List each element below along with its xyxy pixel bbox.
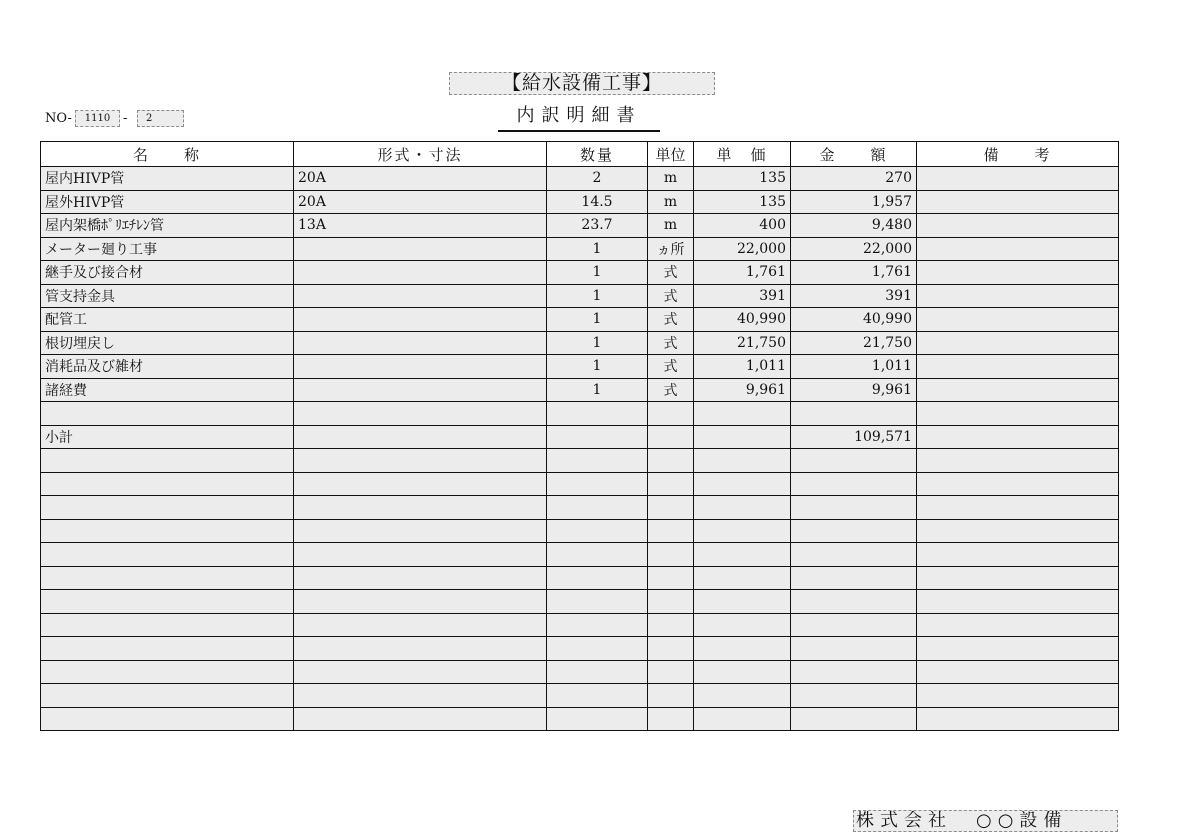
cell-name [41,496,294,520]
cell-spec [294,566,547,590]
cell-amount: 9,961 [791,378,917,402]
cell-spec [294,543,547,567]
column-header-spec: 形式・寸法 [294,142,547,167]
cell-name: 継手及び接合材 [41,261,294,285]
cell-name: 屋内架橋ﾎﾟﾘｴﾁﾚﾝ管 [41,214,294,238]
cell-remarks [917,308,1119,332]
cell-spec [294,378,547,402]
cell-spec [294,425,547,449]
cell-spec [294,261,547,285]
table-row [41,660,1119,684]
column-header-remarks: 備 考 [917,142,1119,167]
cell-spec [294,331,547,355]
cell-remarks [917,284,1119,308]
cell-unit: ヵ所 [648,237,694,261]
cell-spec [294,402,547,426]
cell-quantity: 2 [547,167,648,191]
cell-unit-price: 21,750 [694,331,791,355]
cell-remarks [917,167,1119,191]
detail-table [40,141,1119,731]
cell-name [41,637,294,661]
document-number-main: 1110 [75,110,120,127]
cell-unit: 式 [648,308,694,332]
table-row [41,402,1119,426]
cell-remarks [917,613,1119,637]
cell-quantity: 14.5 [547,190,648,214]
cell-unit [648,449,694,473]
cell-unit: 式 [648,261,694,285]
cell-unit-price: 22,000 [694,237,791,261]
cell-quantity [547,613,648,637]
cell-spec [294,637,547,661]
cell-amount: 21,750 [791,331,917,355]
cell-name: メーター廻り工事 [41,237,294,261]
cell-name [41,684,294,708]
cell-remarks [917,496,1119,520]
cell-amount [791,590,917,614]
table-row [41,637,1119,661]
cell-remarks [917,190,1119,214]
cell-remarks [917,472,1119,496]
cell-unit-price [694,590,791,614]
cell-quantity [547,449,648,473]
cell-unit-price: 135 [694,190,791,214]
table-row [41,613,1119,637]
table-row [41,284,1119,308]
cell-name [41,402,294,426]
cell-amount [791,660,917,684]
cell-amount [791,566,917,590]
cell-spec [294,355,547,379]
cell-spec [294,613,547,637]
cell-name: 屋内HIVP管 [41,167,294,191]
cell-unit [648,402,694,426]
cell-remarks [917,637,1119,661]
cell-quantity [547,496,648,520]
table-row [41,261,1119,285]
cell-name: 根切埋戻し [41,331,294,355]
cell-unit [648,425,694,449]
cell-remarks [917,684,1119,708]
cell-amount [791,449,917,473]
table-body [41,167,1119,731]
cell-unit-price [694,519,791,543]
cell-unit [648,566,694,590]
cell-quantity [547,684,648,708]
cell-unit-price: 391 [694,284,791,308]
cell-unit-price: 1,011 [694,355,791,379]
column-header-unit: 単位 [648,142,694,167]
cell-unit [648,613,694,637]
cell-quantity: 1 [547,355,648,379]
cell-unit-price [694,425,791,449]
cell-quantity [547,519,648,543]
table-row [41,519,1119,543]
cell-unit: m [648,190,694,214]
cell-unit [648,496,694,520]
cell-remarks [917,425,1119,449]
cell-quantity: 1 [547,261,648,285]
cell-amount [791,543,917,567]
cell-unit [648,543,694,567]
cell-spec: 20A [294,190,547,214]
cell-unit-price [694,449,791,473]
table-row [41,566,1119,590]
table-row [41,707,1119,731]
cell-quantity: 1 [547,378,648,402]
cell-name: 管支持金具 [41,284,294,308]
cell-quantity [547,660,648,684]
cell-amount: 391 [791,284,917,308]
cell-remarks [917,519,1119,543]
cell-amount [791,613,917,637]
cell-remarks [917,543,1119,567]
table-row [41,355,1119,379]
table-row [41,684,1119,708]
cell-unit [648,660,694,684]
cell-quantity: 1 [547,331,648,355]
cell-spec: 13A [294,214,547,238]
cell-remarks [917,355,1119,379]
cell-unit: 式 [648,284,694,308]
cell-unit-price: 9,961 [694,378,791,402]
cell-unit-price [694,660,791,684]
column-header-name: 名 称 [41,142,294,167]
cell-name [41,590,294,614]
cell-unit: m [648,214,694,238]
column-header-amount: 金 額 [791,142,917,167]
cell-quantity [547,707,648,731]
cell-quantity [547,637,648,661]
cell-spec: 20A [294,167,547,191]
cell-remarks [917,214,1119,238]
cell-remarks [917,660,1119,684]
cell-amount: 1,011 [791,355,917,379]
column-header-quantity: 数量 [547,142,648,167]
cell-amount: 22,000 [791,237,917,261]
cell-spec [294,284,547,308]
cell-spec [294,519,547,543]
table-row [41,496,1119,520]
cell-remarks [917,237,1119,261]
table-row [41,214,1119,238]
column-header-unit-price: 単 価 [694,142,791,167]
cell-spec [294,684,547,708]
cell-amount: 1,761 [791,261,917,285]
cell-amount [791,496,917,520]
cell-unit-price: 135 [694,167,791,191]
number-label: NO- [45,111,72,126]
cell-spec [294,660,547,684]
cell-unit-price [694,472,791,496]
cell-unit-price [694,637,791,661]
cell-unit-price [694,613,791,637]
cell-unit-price [694,684,791,708]
cell-remarks [917,402,1119,426]
cell-quantity: 1 [547,284,648,308]
cell-quantity [547,543,648,567]
cell-amount: 109,571 [791,425,917,449]
cell-spec [294,308,547,332]
cell-name: 屋外HIVP管 [41,190,294,214]
cell-amount [791,707,917,731]
cell-remarks [917,566,1119,590]
cell-name [41,543,294,567]
cell-spec [294,449,547,473]
cell-quantity [547,472,648,496]
cell-unit: 式 [648,355,694,379]
cell-unit [648,590,694,614]
cell-unit: m [648,167,694,191]
cell-unit [648,707,694,731]
cell-spec [294,496,547,520]
cell-amount: 9,480 [791,214,917,238]
cell-amount [791,637,917,661]
cell-quantity [547,425,648,449]
cell-unit-price: 400 [694,214,791,238]
table-row [41,543,1119,567]
table-row [41,378,1119,402]
cell-unit-price [694,707,791,731]
category-title: 【給水設備工事】 [449,72,715,95]
cell-quantity [547,566,648,590]
table-row [41,472,1119,496]
cell-spec [294,707,547,731]
document-title: 内訳明細書 [498,104,660,132]
cell-amount [791,519,917,543]
cell-name [41,449,294,473]
cell-quantity: 1 [547,308,648,332]
cell-unit [648,519,694,543]
cell-name [41,613,294,637]
cell-name [41,519,294,543]
cell-name: 諸経費 [41,378,294,402]
cell-unit [648,472,694,496]
cell-remarks [917,707,1119,731]
cell-name [41,660,294,684]
cell-unit-price [694,566,791,590]
cell-remarks [917,449,1119,473]
cell-name [41,472,294,496]
cell-remarks [917,590,1119,614]
cell-unit-price [694,402,791,426]
document-number-sub: 2 [137,110,184,127]
number-separator: - [123,111,128,126]
company-name: 株式会社 ○○設備 [853,810,1118,832]
cell-unit-price: 40,990 [694,308,791,332]
cell-unit: 式 [648,331,694,355]
table-row [41,190,1119,214]
table-row [41,237,1119,261]
cell-unit [648,637,694,661]
table-row [41,425,1119,449]
table-row [41,331,1119,355]
cell-remarks [917,378,1119,402]
cell-name [41,707,294,731]
cell-unit-price: 1,761 [694,261,791,285]
table-row [41,308,1119,332]
cell-quantity: 23.7 [547,214,648,238]
cell-amount [791,684,917,708]
cell-name: 小計 [41,425,294,449]
cell-spec [294,237,547,261]
cell-amount: 1,957 [791,190,917,214]
cell-spec [294,472,547,496]
cell-quantity [547,402,648,426]
cell-amount: 40,990 [791,308,917,332]
cell-name: 配管工 [41,308,294,332]
cell-quantity [547,590,648,614]
cell-unit: 式 [648,378,694,402]
table-header-row [41,142,1119,167]
cell-unit-price [694,496,791,520]
cell-unit [648,684,694,708]
cell-amount: 270 [791,167,917,191]
cell-quantity: 1 [547,237,648,261]
cell-name [41,566,294,590]
cell-amount [791,472,917,496]
cell-remarks [917,261,1119,285]
table-row [41,449,1119,473]
table-row [41,167,1119,191]
cell-remarks [917,331,1119,355]
cell-name: 消耗品及び雑材 [41,355,294,379]
cell-unit-price [694,543,791,567]
table-row [41,590,1119,614]
cell-spec [294,590,547,614]
cell-amount [791,402,917,426]
